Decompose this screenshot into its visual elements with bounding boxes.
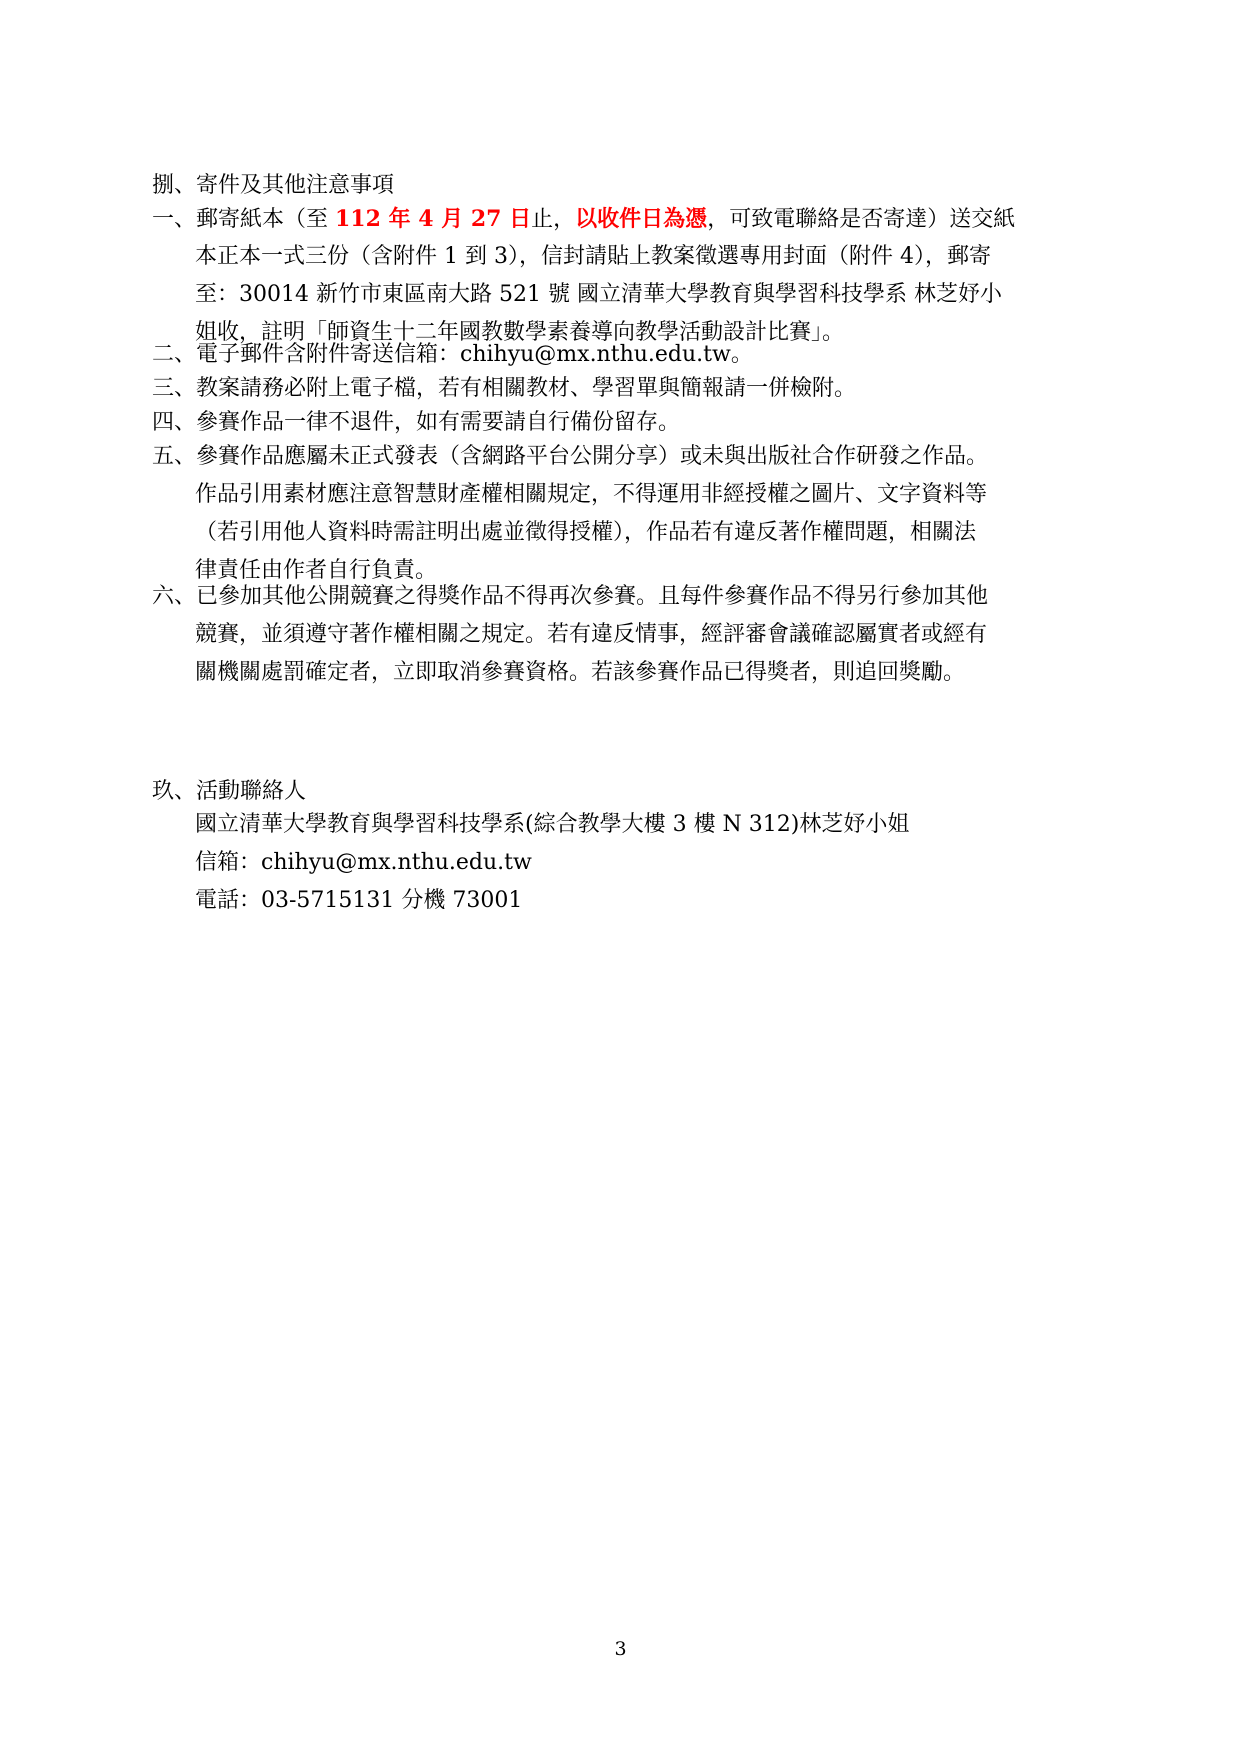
contact-info <box>195 806 909 920</box>
notice-item-1 <box>152 200 1092 352</box>
contact-email: 信箱：chihyu@mx.nthu.edu.tw <box>195 850 532 875</box>
notice-item-3 <box>152 370 1092 408</box>
contact-organization: 國立清華大學教育與學習科技學系(綜合教學大樓 3 樓 N 312)林芝妤小姐 <box>195 812 910 837</box>
section-9-heading: 玖、活動聯絡人 <box>152 779 307 804</box>
notice-item-3-text: 三、教案請務必附上電子檔，若有相關教材、學習單與簡報請一併檢附。 <box>152 376 857 401</box>
notice-item-6-line-2: 競賽，並須遵守著作權相關之規定。若有違反情事，經評審會議確認屬實者或經有 <box>195 622 988 647</box>
notice-item-5-line-1: 五、參賽作品應屬未正式發表（含網路平台公開分享）或未與出版社合作研發之作品。 <box>152 444 989 469</box>
notice-item-5 <box>152 438 1092 590</box>
notice-item-4-text: 四、參賽作品一律不退件，如有需要請自行備份留存。 <box>152 410 681 435</box>
text-segment: 一、郵寄紙本（至 <box>152 207 335 232</box>
notice-item-1-line-2: 本正本一式三份（含附件 1 到 3），信封請貼上教案徵選專用封面（附件 4），郵寄 <box>195 244 991 269</box>
notice-item-5-line-4: 律責任由作者自行負責。 <box>195 558 438 583</box>
notice-item-6-line-1: 六、已參加其他公開競賽之得獎作品不得再次參賽。且每件參賽作品不得另行參加其他 <box>152 584 989 609</box>
postmark-note: 以收件日為憑 <box>575 206 708 232</box>
notice-item-6-line-3: 關機關處罰確定者，立即取消參賽資格。若該參賽作品已得獎者，則追回獎勵。 <box>195 660 966 685</box>
text-segment: 止， <box>531 207 576 232</box>
notice-item-4 <box>152 404 1092 442</box>
page-number: 3 <box>614 1638 627 1660</box>
notice-item-2 <box>152 336 1092 374</box>
notice-item-5-line-2: 作品引用素材應注意智慧財產權相關規定，不得運用非經授權之圖片、文字資料等 <box>195 482 988 507</box>
notice-item-2-text: 二、電子郵件含附件寄送信箱：chihyu@mx.nthu.edu.tw。 <box>152 342 753 367</box>
contact-phone: 電話：03-5715131 分機 73001 <box>195 888 523 913</box>
notice-item-5-line-3: （若引用他人資料時需註明出處並徵得授權），作品若有違反著作權問題，相關法 <box>195 520 977 545</box>
notice-item-1-line-3: 至：30014 新竹市東區南大路 521 號 國立清華大學教育與學習科技學系 林芝妤小 <box>195 282 1002 307</box>
notice-item-1-line-1 <box>152 200 1092 238</box>
deadline-date: 112 年 4 月 27 日 <box>335 206 532 232</box>
text-segment: ，可致電聯絡是否寄達）送交紙 <box>707 207 1016 232</box>
notice-item-6 <box>152 578 1092 692</box>
section-8-heading: 捌、寄件及其他注意事項 <box>152 173 395 198</box>
notice-item-1-line-4: 姐收，註明「師資生十二年國教數學素養導向教學活動設計比賽」。 <box>195 320 845 345</box>
